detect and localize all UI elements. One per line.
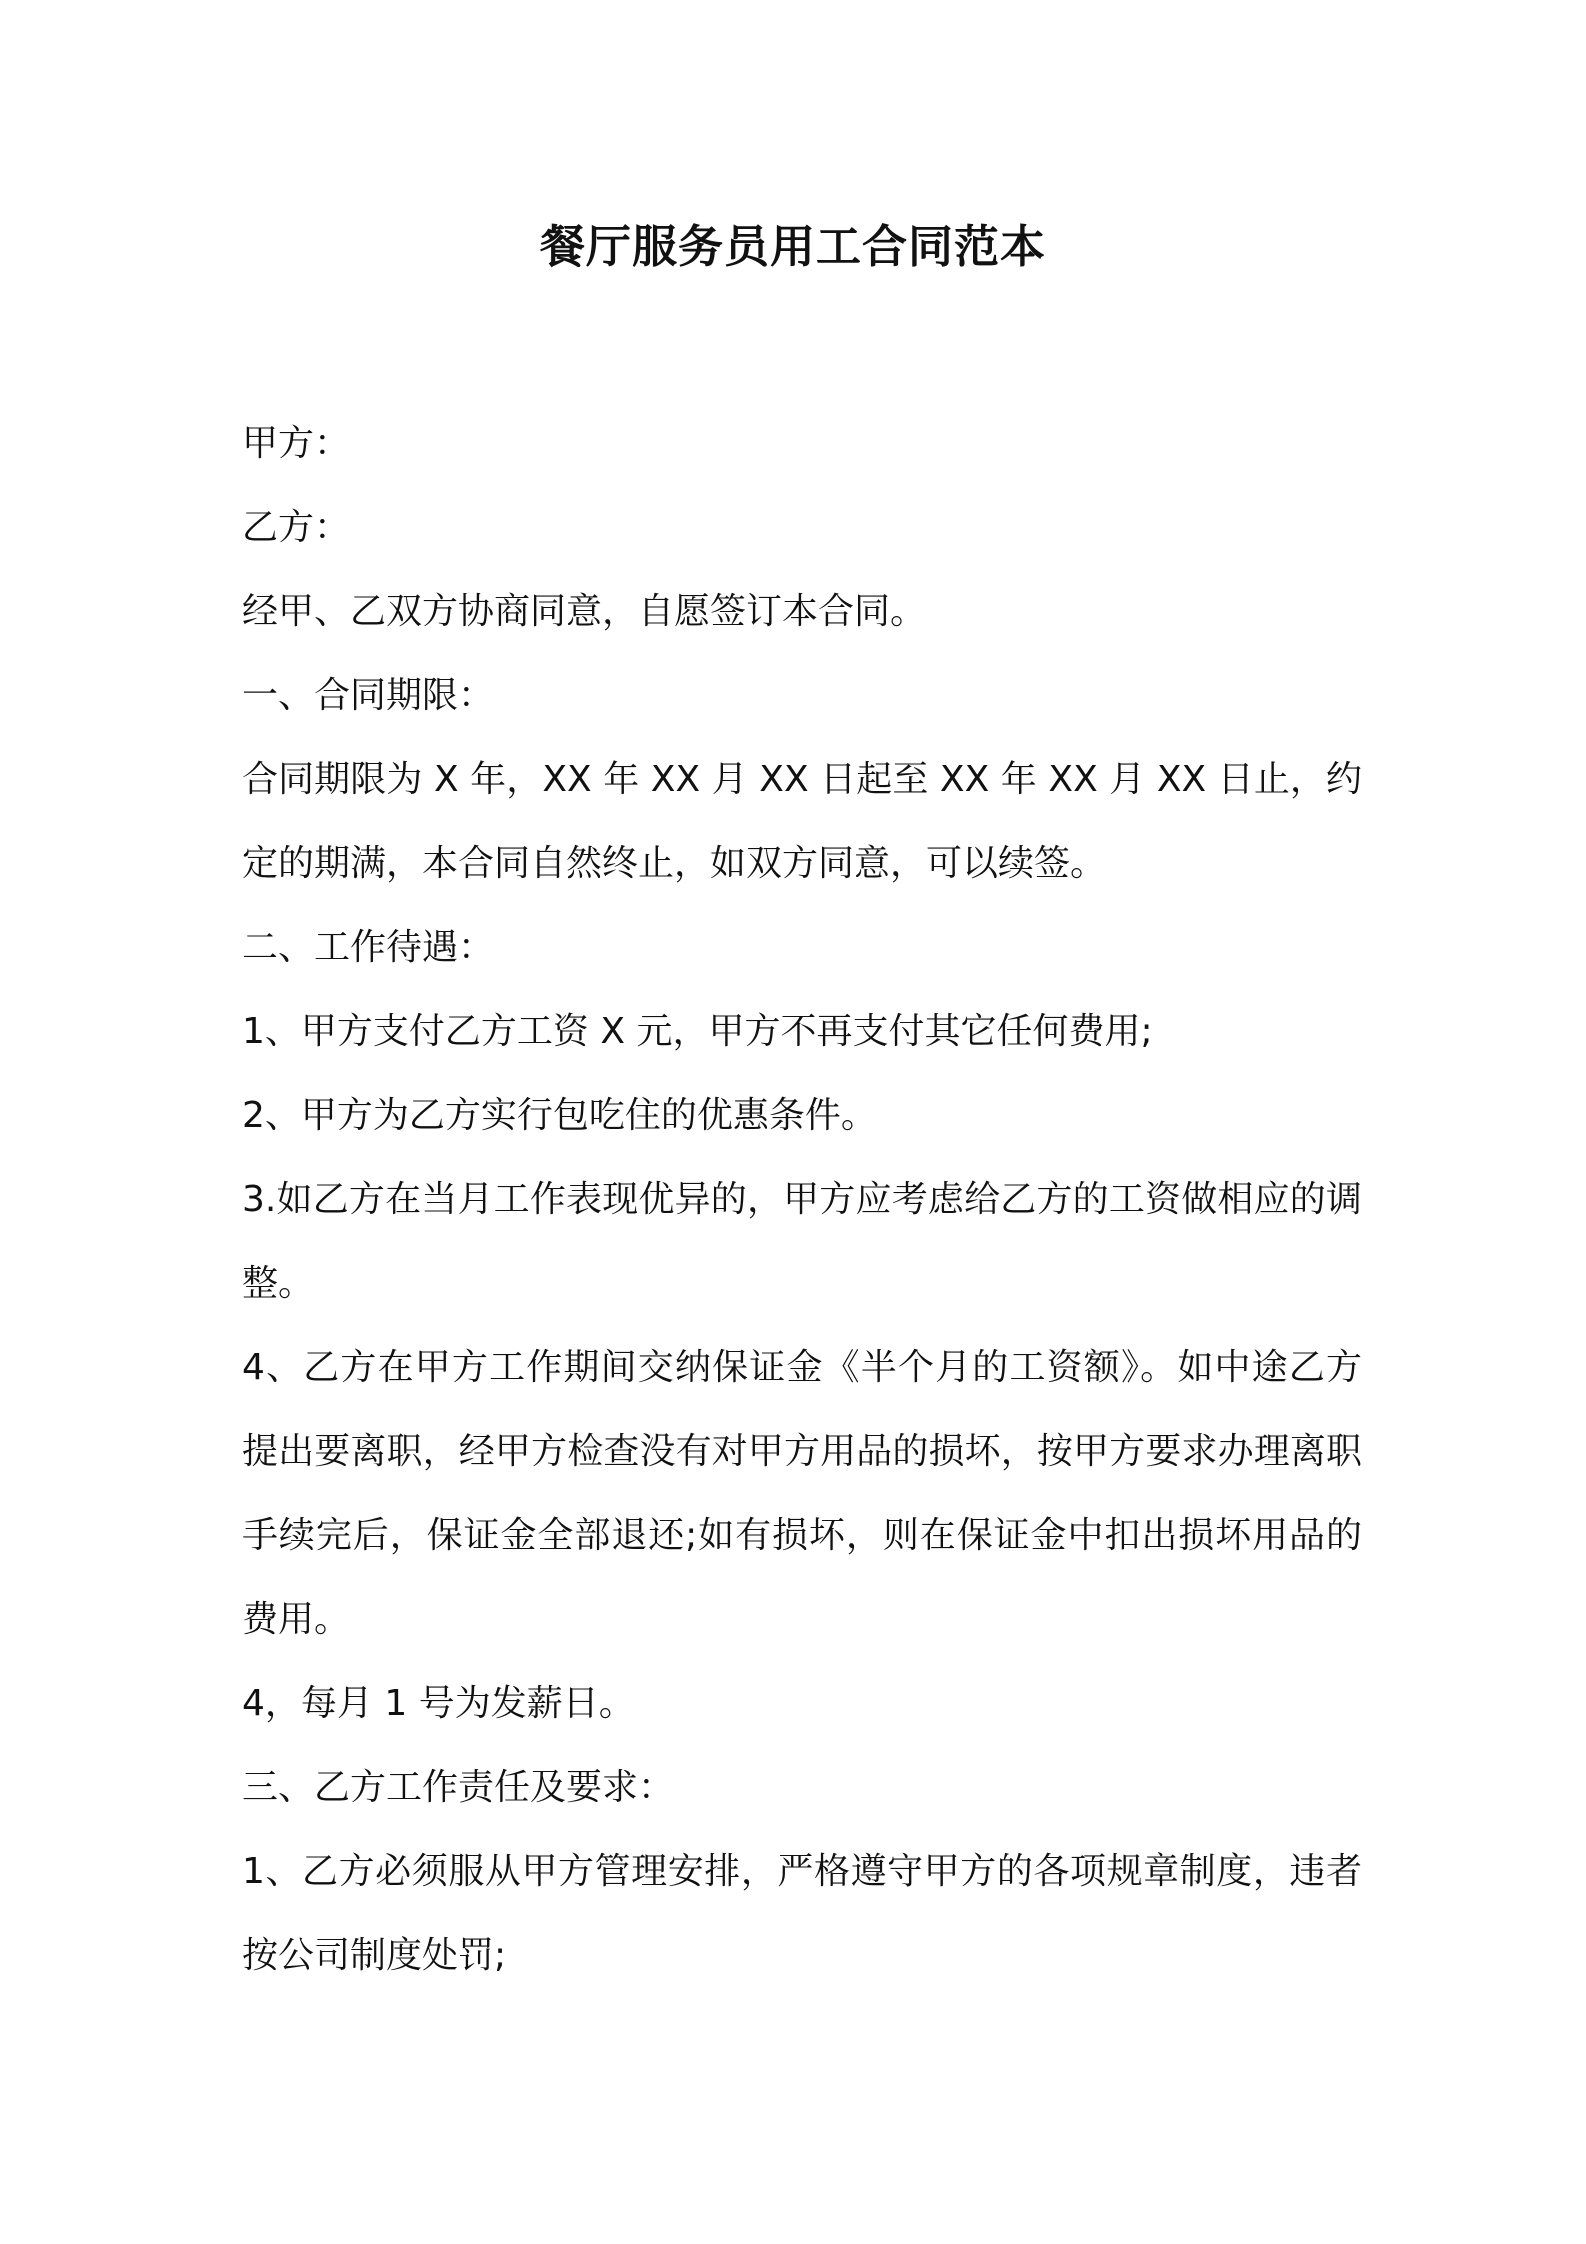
compensation-clause-3: 3.如乙方在当月工作表现优异的，甲方应考虑给乙方的工资做相应的调整。 bbox=[242, 1179, 1362, 1304]
document-body bbox=[242, 402, 1362, 1998]
term-clause: 合同期限为 X 年，XX 年 XX 月 XX 日起至 XX 年 XX 月 XX 日止，约定的期满，本合同自然终止，如双方同意，可以续签。 bbox=[242, 759, 1362, 884]
document-title: 餐厅服务员用工合同范本 bbox=[539, 220, 1046, 273]
section-heading-responsibilities: 三、乙方工作责任及要求： bbox=[242, 1767, 675, 1808]
section-heading-term: 一、合同期限： bbox=[242, 675, 495, 716]
compensation-clause-2: 2、甲方为乙方实行包吃住的优惠条件。 bbox=[242, 1095, 877, 1136]
party-b-line: 乙方： bbox=[242, 507, 351, 548]
responsibility-clause-1: 1、乙方必须服从甲方管理安排，严格遵守甲方的各项规章制度，违者按公司制度处罚; bbox=[242, 1851, 1362, 1976]
payday-clause: 4，每月 1 号为发薪日。 bbox=[242, 1683, 635, 1724]
compensation-clause-1: 1、甲方支付乙方工资 X 元，甲方不再支付其它任何费用; bbox=[242, 1011, 1153, 1052]
section-heading-compensation: 二、工作待遇： bbox=[242, 927, 495, 968]
agreement-statement: 经甲、乙双方协商同意，自愿签订本合同。 bbox=[242, 591, 927, 632]
compensation-clause-4: 4、乙方在甲方工作期间交纳保证金《半个月的工资额》。如中途乙方提出要离职，经甲方检查没有对甲方用品的损坏，按甲方要求办理离职手续完后，保证金全部退还;如有损坏，则在保证金中扣出损坏用品的费用。 bbox=[242, 1347, 1362, 1640]
party-a-line: 甲方： bbox=[242, 423, 351, 464]
